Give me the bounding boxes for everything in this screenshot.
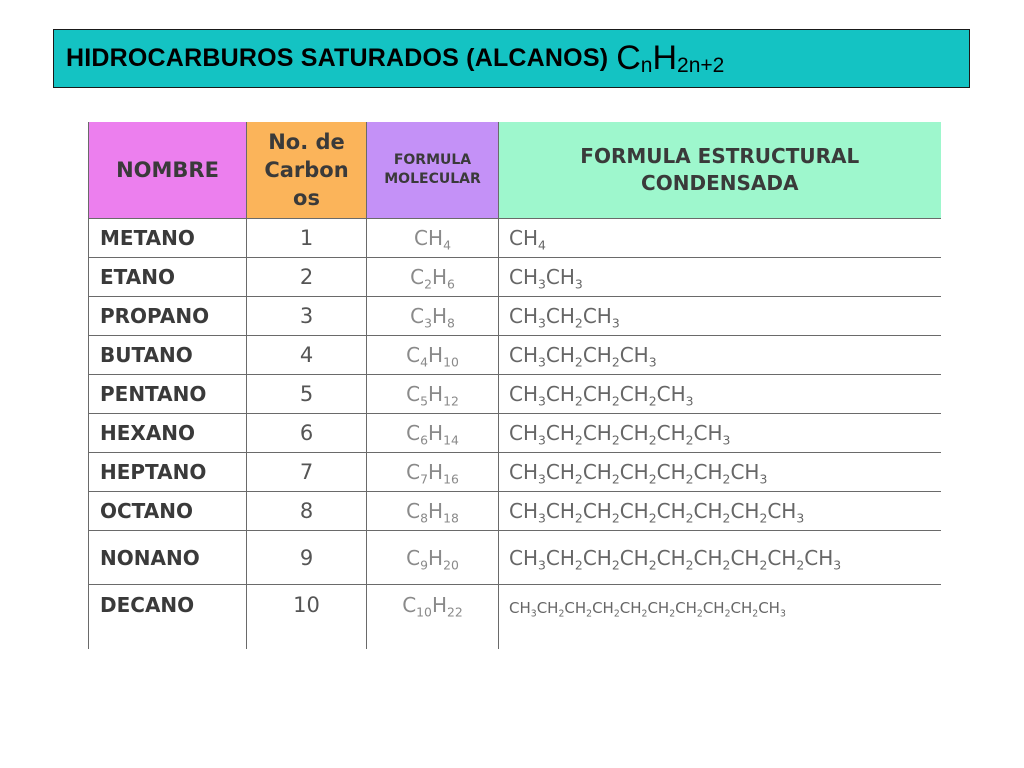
table-row <box>89 585 941 650</box>
table-row <box>89 219 941 258</box>
formula-molecular-cell: $C_4H_{10}$ <box>367 336 499 375</box>
nombre-cell: HEXANO <box>89 414 247 453</box>
num-carbonos-cell: 5 <box>247 375 367 414</box>
formula-molecular-cell: $C_3H_8$ <box>367 297 499 336</box>
num-carbonos-cell: 9 <box>247 531 367 585</box>
formula-condensada-cell: $CH_3CH_2CH_2CH_2CH_2CH_3$ <box>499 414 941 453</box>
formula-condensada-cell: $CH_3CH_2CH_2CH_2CH_2CH_2CH_3$ <box>499 453 941 492</box>
header-mol-line-2: MOLECULAR <box>384 171 481 187</box>
header-num-line-3: os <box>293 186 320 210</box>
table-row <box>89 453 941 492</box>
formula-condensada-cell: $CH_3CH_2CH_2CH_2CH_2CH_2CH_2CH_3$ <box>499 492 941 531</box>
general-formula-h: H <box>652 39 678 77</box>
nombre-cell: METANO <box>89 219 247 258</box>
formula-molecular-cell: $C_7H_{16}$ <box>367 453 499 492</box>
header-cond-line-1: FORMULA ESTRUCTURAL <box>580 144 860 168</box>
header-num-carbonos <box>247 122 367 219</box>
header-cond-line-2: CONDENSADA <box>641 171 799 195</box>
formula-condensada-cell: $CH_4$ <box>499 219 941 258</box>
formula-molecular-cell: $C_6H_{14}$ <box>367 414 499 453</box>
formula-condensada-cell: $CH_3CH_2CH_2CH_2CH_3$ <box>499 375 941 414</box>
alkanes-table-grid <box>88 122 941 649</box>
formula-molecular-cell: $C_{10}H_{22}$ <box>367 585 499 650</box>
table-header-row <box>89 122 941 219</box>
alkanes-table <box>88 122 940 649</box>
formula-condensada-cell: $CH_3CH_2CH_3$ <box>499 297 941 336</box>
table-row <box>89 492 941 531</box>
header-num-line-1: No. de <box>268 130 345 154</box>
general-formula-h-sub: 2n+2 <box>677 54 725 77</box>
header-nombre: NOMBRE <box>89 122 247 219</box>
table-row <box>89 375 941 414</box>
formula-condensada-cell: $CH_3CH_3$ <box>499 258 941 297</box>
general-formula-c-sub: n <box>640 54 653 77</box>
formula-condensada-cell: $CH_3CH_2CH_2CH_3$ <box>499 336 941 375</box>
table-body <box>89 219 941 650</box>
formula-molecular-cell: $C_9H_{20}$ <box>367 531 499 585</box>
table-row <box>89 258 941 297</box>
num-carbonos-cell: 10 <box>247 585 367 650</box>
num-carbonos-cell: 4 <box>247 336 367 375</box>
nombre-cell: PROPANO <box>89 297 247 336</box>
table-row <box>89 297 941 336</box>
table-row <box>89 531 941 585</box>
nombre-cell: PENTANO <box>89 375 247 414</box>
num-carbonos-cell: 1 <box>247 219 367 258</box>
title-banner <box>53 29 970 88</box>
formula-molecular-cell: $CH_4$ <box>367 219 499 258</box>
num-carbonos-cell: 6 <box>247 414 367 453</box>
general-formula-c: C <box>616 39 641 77</box>
formula-condensada-cell: $CH_3CH_2CH_2CH_2CH_2CH_2CH_2CH_2CH_3$ <box>499 531 941 585</box>
general-formula <box>616 39 724 78</box>
formula-condensada-cell: $CH_3CH_2CH_2CH_2CH_2CH_2CH_2CH_2CH_2CH_3$ <box>499 585 941 650</box>
formula-molecular-cell: $C_8H_{18}$ <box>367 492 499 531</box>
num-carbonos-cell: 7 <box>247 453 367 492</box>
num-carbonos-cell: 8 <box>247 492 367 531</box>
nombre-cell: ETANO <box>89 258 247 297</box>
nombre-cell: HEPTANO <box>89 453 247 492</box>
header-formula-condensada <box>499 122 941 219</box>
num-carbonos-cell: 3 <box>247 297 367 336</box>
header-formula-molecular <box>367 122 499 219</box>
formula-molecular-cell: $C_5H_{12}$ <box>367 375 499 414</box>
nombre-cell: NONANO <box>89 531 247 585</box>
header-num-line-2: Carbon <box>264 158 349 182</box>
header-mol-line-1: FORMULA <box>393 152 472 168</box>
num-carbonos-cell: 2 <box>247 258 367 297</box>
nombre-cell: OCTANO <box>89 492 247 531</box>
table-row <box>89 414 941 453</box>
table-row <box>89 336 941 375</box>
nombre-cell: DECANO <box>89 585 247 650</box>
nombre-cell: BUTANO <box>89 336 247 375</box>
page-title: HIDROCARBUROS SATURADOS (ALCANOS) <box>66 44 609 72</box>
formula-molecular-cell: $C_2H_6$ <box>367 258 499 297</box>
